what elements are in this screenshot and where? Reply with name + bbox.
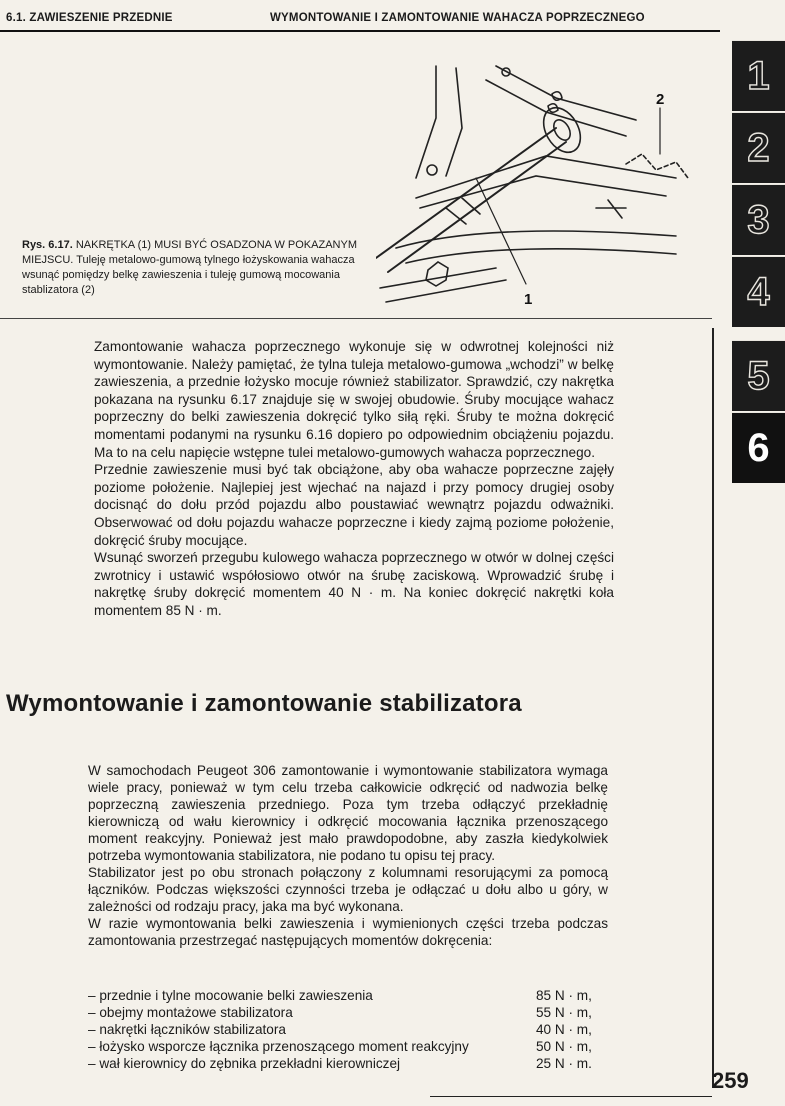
torque-row xyxy=(88,987,608,1004)
torque-row xyxy=(88,1038,608,1055)
chapter-tab-6[interactable] xyxy=(732,412,785,483)
section-heading: Wymontowanie i zamontowanie stabilizatora xyxy=(6,690,522,717)
tab-number: 4 xyxy=(747,270,770,314)
installation-text xyxy=(94,338,614,620)
paragraph: Zamontowanie wahacza poprzecznego wykonuje się w odwrotnej kolejności niż wymontowanie. Należy pamiętać, że tylna tuleja metalowo-gumowa „wchodzi” w belkę zawieszenia, a przednie łożysko mocuje również stabilizator. Sprawdzić, czy nakrętka pokazana na rysunku 6.17 znajduje się w swojej obudowie. Śruby mocujące wahacz poprzeczny do belki zawieszenia dokręcić tylko siłą ręki. Śruby te można dokręcić momentami podanymi na rysunku 6.16 dopiero po odpowiednim obciążeniu pojazdu. Ma to na celu napięcie wstępne tulei metalowo-gumowych wahacza poprzecznego. xyxy=(94,339,614,460)
stabilizer-text xyxy=(88,762,608,949)
paragraph: Wsunąć sworzeń przegubu kulowego wahacza poprzecznego w otwór w dolnej części zwrotnicy i ustawić współosiowo otwór na śrubę zaciskową. Wprowadzić śrubę i nakrętkę śruby dokręcić momentem 40 N · m. Na koniec dokręcić nakrętki koła momentem 85 N · m. xyxy=(94,550,614,618)
paragraph: W samochodach Peugeot 306 zamontowanie i wymontowanie stabilizatora wymaga wiele pracy, ponieważ w tym celu trzeba całkowicie odkręcić od nadwozia belkę poprzeczną zawieszenia przedniego. Poza tym trzeba odłączyć przekładnię kierowniczą od wału kierownicy i odkręcić mocowania łącznika przenoszącego moment reakcyjny. Ponieważ jest mało prawdopodobne, aby zaszła kiedykolwiek potrzeba wymontowania stabilizatora, nie podano tu opisu tej pracy. xyxy=(88,763,608,863)
torque-item: – obejmy montażowe stabilizatora xyxy=(88,1005,293,1020)
torque-value: 40 N · m, xyxy=(536,1022,592,1037)
tab-number: 6 xyxy=(747,426,770,470)
torque-list xyxy=(88,987,608,1072)
margin-rule xyxy=(712,328,714,1088)
torque-row xyxy=(88,1021,608,1038)
footer-rule xyxy=(430,1096,712,1097)
page-number: 259 xyxy=(712,1068,749,1093)
torque-row xyxy=(88,1055,608,1072)
section-label: 6.1. ZAWIESZENIE PRZEDNIE xyxy=(6,12,173,24)
tab-number: 1 xyxy=(747,54,770,98)
running-header xyxy=(0,0,720,32)
torque-value: 85 N · m, xyxy=(536,988,592,1003)
chapter-tabs xyxy=(732,40,785,1040)
figure-caption xyxy=(22,238,362,298)
torque-item: – wał kierownicy do zębnika przekładni kierowniczej xyxy=(88,1056,401,1071)
caption-label: Rys. 6.17. xyxy=(22,239,73,251)
torque-value: 25 N · m. xyxy=(536,1056,592,1071)
torque-item: – przednie i tylne mocowanie belki zawieszenia xyxy=(88,988,373,1003)
torque-value: 50 N · m, xyxy=(536,1039,592,1054)
paragraph: Stabilizator jest po obu stronach połączony z kolumnami resorującymi za pomocą łączników. Podczas większości czynności trzeba je odłączać u dołu albo u góry, w zależności od rodzaju pracy, jaka ma być wykonana. xyxy=(88,865,608,914)
paragraph: Przednie zawieszenie musi być tak obciążone, aby oba wahacze poprzeczne zajęły poziome położenie. Najlepiej jest wjechać na najazd i przy pomocy drugiej osoby docisnąć do dołu przód pojazdu albo poustawiać wewnątrz pojazdu odważniki. Obserwować od dołu pojazdu wahacze poprzeczne i kiedy zajmą poziome położenie, dokręcić śruby mocujące. xyxy=(94,462,614,548)
tab-number: 2 xyxy=(747,126,770,170)
chapter-tab-5[interactable] xyxy=(732,340,785,411)
paragraph: W razie wymontowania belki zawieszenia i wymienionych części trzeba podczas zamontowania przestrzegać następujących momentów dokręcenia: xyxy=(88,916,608,948)
suspension-illustration xyxy=(376,58,706,310)
torque-item: – nakrętki łączników stabilizatora xyxy=(88,1022,286,1037)
callout-2: 2 xyxy=(656,91,665,108)
torque-row xyxy=(88,1004,608,1021)
tab-number: 5 xyxy=(747,354,770,398)
chapter-tab-4[interactable] xyxy=(732,256,785,327)
section-divider xyxy=(0,318,712,319)
header-title: WYMONTOWANIE I ZAMONTOWANIE WAHACZA POPRZECZNEGO xyxy=(270,12,645,24)
chapter-tab-2[interactable] xyxy=(732,112,785,183)
tab-number: 3 xyxy=(747,198,770,242)
chapter-tab-3[interactable] xyxy=(732,184,785,255)
caption-text: NAKRĘTKA (1) MUSI BYĆ OSADZONA W POKAZANYM MIEJSCU. Tuleję metalowo-gumową tylnego łożyskowania wahacza wsunąć pomiędzy belkę zawieszenia i tuleję gumową mocowania stablizatora (2) xyxy=(22,239,357,296)
torque-item: – łożysko wsporcze łącznika przenoszącego moment reakcyjny xyxy=(88,1039,469,1054)
torque-value: 55 N · m, xyxy=(536,1005,592,1020)
callout-1: 1 xyxy=(524,291,533,308)
figure-6-17 xyxy=(376,58,706,310)
chapter-tab-1[interactable] xyxy=(732,40,785,111)
